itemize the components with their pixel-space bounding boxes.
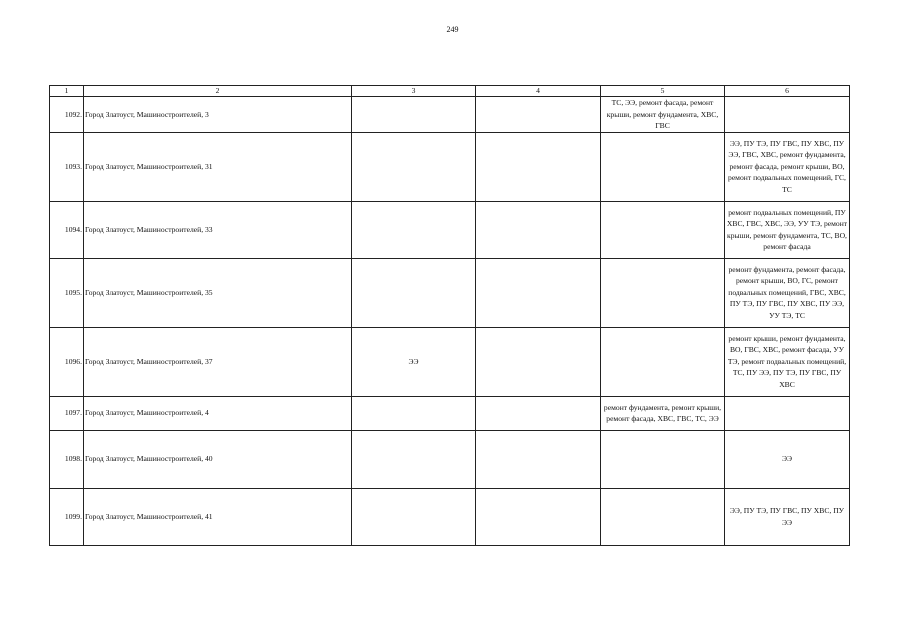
column-header-4: 4 <box>476 86 601 97</box>
row-col6: ремонт подвальных помещений, ПУ ХВС, ГВС, ХВС, ЭЭ, УУ ТЭ, ремонт крыши, ремонт фундамента, ТС, ВО, ремонт фасада <box>725 201 850 258</box>
row-col6: ЭЭ, ПУ ТЭ, ПУ ГВС, ПУ ХВС, ПУ ЭЭ <box>725 488 850 545</box>
row-col3 <box>352 488 476 545</box>
row-address: Город Златоуст, Машиностроителей, 4 <box>84 396 352 430</box>
row-number: 1094. <box>50 201 84 258</box>
row-col3 <box>352 258 476 327</box>
row-col5: ремонт фундамента, ремонт крыши, ремонт фасада, ХВС, ГВС, ТС, ЭЭ <box>601 396 725 430</box>
row-col5 <box>601 132 725 201</box>
table-row <box>50 488 850 545</box>
row-col3 <box>352 97 476 133</box>
column-header-2: 2 <box>84 86 352 97</box>
row-col4 <box>476 488 601 545</box>
row-col5 <box>601 430 725 488</box>
data-table <box>49 85 850 546</box>
row-col3 <box>352 201 476 258</box>
table-row <box>50 132 850 201</box>
row-col6 <box>725 97 850 133</box>
row-address: Город Златоуст, Машиностроителей, 40 <box>84 430 352 488</box>
row-address: Город Златоуст, Машиностроителей, 31 <box>84 132 352 201</box>
row-col4 <box>476 396 601 430</box>
row-number: 1095. <box>50 258 84 327</box>
row-col5 <box>601 201 725 258</box>
row-col3 <box>352 430 476 488</box>
row-address: Город Златоуст, Машиностроителей, 33 <box>84 201 352 258</box>
row-col6 <box>725 396 850 430</box>
row-col6: ремонт фундамента, ремонт фасада, ремонт крыши, ВО, ГС, ремонт подвальных помещений, ГВС, ХВС, ПУ ТЭ, ПУ ГВС, ПУ ХВС, ПУ ЭЭ, УУ ТЭ, ТС <box>725 258 850 327</box>
row-col3 <box>352 132 476 201</box>
row-col5: ТС, ЭЭ, ремонт фасада, ремонт крыши, ремонт фундамента, ХВС, ГВС <box>601 97 725 133</box>
row-address: Город Златоуст, Машиностроителей, 3 <box>84 97 352 133</box>
column-header-3: 3 <box>352 86 476 97</box>
row-address: Город Златоуст, Машиностроителей, 35 <box>84 258 352 327</box>
row-number: 1097. <box>50 396 84 430</box>
column-header-1: 1 <box>50 86 84 97</box>
table-row <box>50 430 850 488</box>
column-header-6: 6 <box>725 86 850 97</box>
row-col4 <box>476 97 601 133</box>
table-row <box>50 396 850 430</box>
row-number: 1099. <box>50 488 84 545</box>
row-col5 <box>601 488 725 545</box>
table-row <box>50 97 850 133</box>
row-col3: ЭЭ <box>352 327 476 396</box>
table-row <box>50 258 850 327</box>
row-address: Город Златоуст, Машиностроителей, 37 <box>84 327 352 396</box>
column-header-5: 5 <box>601 86 725 97</box>
page-number: 249 <box>446 25 459 34</box>
row-col3 <box>352 396 476 430</box>
row-number: 1093. <box>50 132 84 201</box>
row-number: 1096. <box>50 327 84 396</box>
table-row <box>50 201 850 258</box>
row-col4 <box>476 258 601 327</box>
row-col5 <box>601 258 725 327</box>
row-number: 1098. <box>50 430 84 488</box>
row-col4 <box>476 327 601 396</box>
row-col4 <box>476 430 601 488</box>
row-number: 1092. <box>50 97 84 133</box>
row-col4 <box>476 132 601 201</box>
row-col4 <box>476 201 601 258</box>
table-row <box>50 327 850 396</box>
row-address: Город Златоуст, Машиностроителей, 41 <box>84 488 352 545</box>
row-col5 <box>601 327 725 396</box>
row-col6: ЭЭ <box>725 430 850 488</box>
row-col6: ЭЭ, ПУ ТЭ, ПУ ГВС, ПУ ХВС, ПУ ЭЭ, ГВС, ХВС, ремонт фундамента, ремонт фасада, ремонт крыши, ВО, ремонт подвальных помещений, ГС, ТС <box>725 132 850 201</box>
row-col6: ремонт крыши, ремонт фундамента, ВО, ГВС, ХВС, ремонт фасада, УУ ТЭ, ремонт подвальных помещений, ТС, ПУ ЭЭ, ПУ ТЭ, ПУ ГВС, ПУ ХВС <box>725 327 850 396</box>
table-header-row <box>50 86 850 97</box>
